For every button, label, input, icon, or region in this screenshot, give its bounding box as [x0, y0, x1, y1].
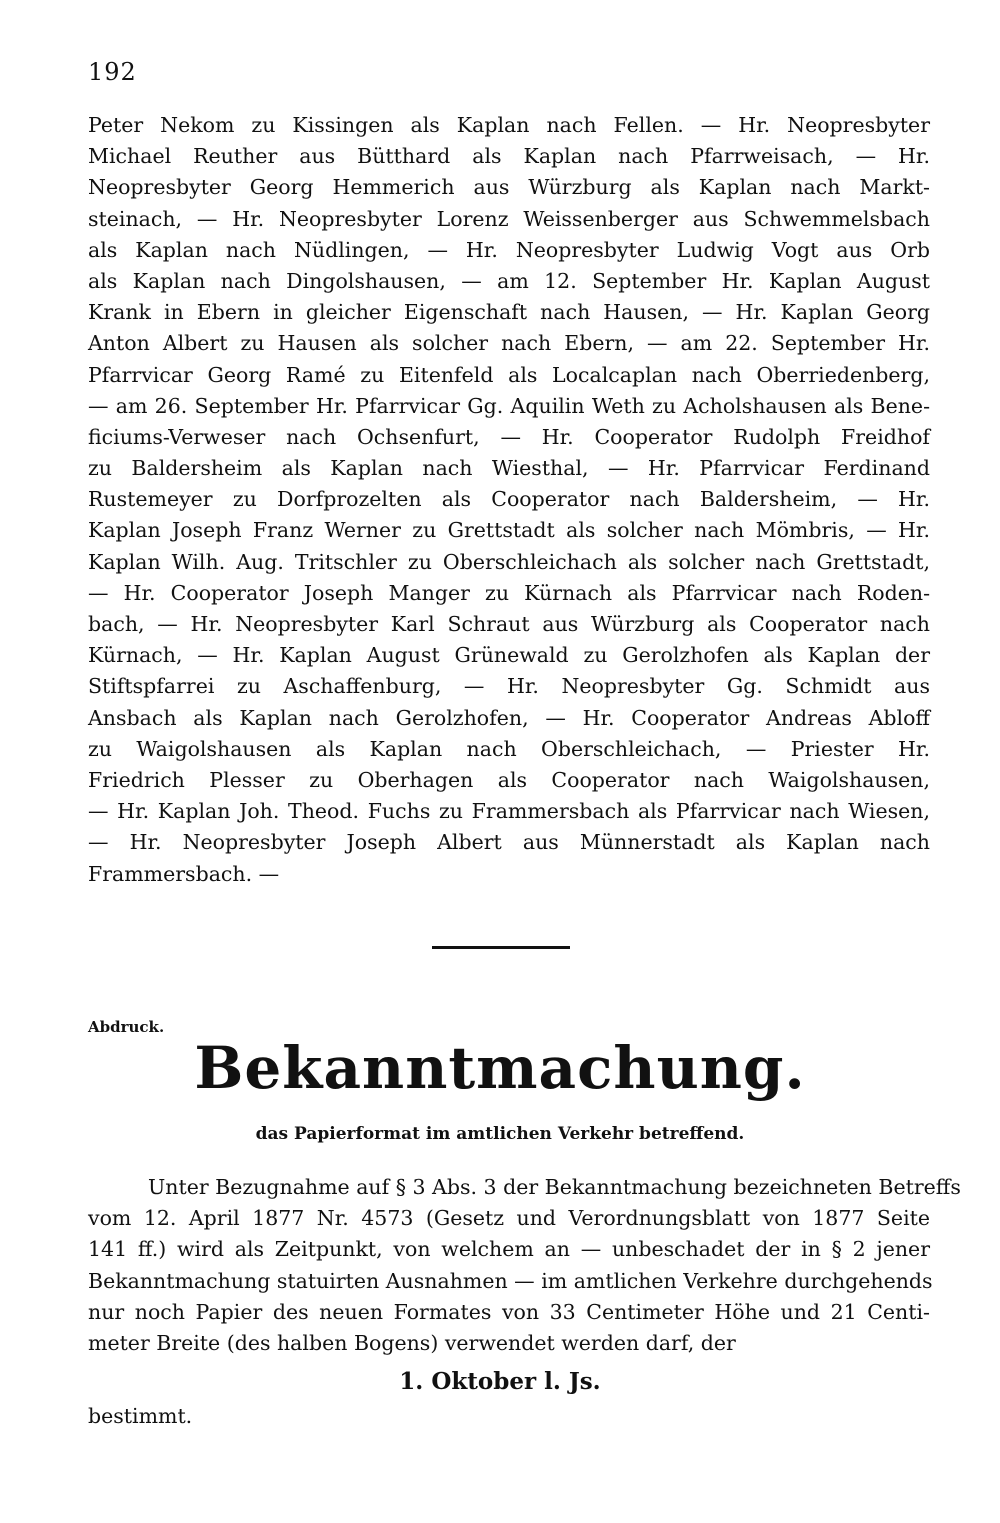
- text-line: Unter Bezugnahme auf § 3 Abs. 3 der Bekanntmachung bezeichneten Betreffs: [148, 1175, 961, 1199]
- text-line: Michael Reuther aus Bütthard als Kaplan nach Pfarrweisach, — Hr.: [88, 144, 930, 169]
- text-line: Kaplan Joseph Franz Werner zu Grettstadt als solcher nach Mömbris, — Hr.: [88, 518, 930, 543]
- closing-word: bestimmt.: [88, 1404, 193, 1428]
- text-line: — Hr. Cooperator Joseph Manger zu Kürnach als Pfarrvicar nach Roden-: [88, 580, 930, 605]
- text-line: meter Breite (des halben Bogens) verwendet werden darf, der: [88, 1330, 736, 1355]
- text-line: vom 12. April 1877 Nr. 4573 (Gesetz und Verordnungsblatt von 1877 Seite: [88, 1206, 930, 1231]
- text-line: Frammersbach. —: [88, 861, 280, 886]
- section-divider: [432, 946, 570, 949]
- text-line: Ansbach als Kaplan nach Gerolzhofen, — Hr. Cooperator Andreas Abloff: [88, 705, 930, 730]
- text-line: — Hr. Kaplan Joh. Theod. Fuchs zu Frammersbach als Pfarrvicar nach Wiesen,: [88, 799, 930, 824]
- text-line: steinach, — Hr. Neopresbyter Lorenz Weissenberger aus Schwemmelsbach: [88, 206, 930, 231]
- text-line: Pfarrvicar Georg Ramé zu Eitenfeld als Localcaplan nach Oberriedenberg,: [88, 362, 930, 387]
- text-line: Peter Nekom zu Kissingen als Kaplan nach Fellen. — Hr. Neopresbyter: [88, 113, 930, 137]
- text-line: — am 26. September Hr. Pfarrvicar Gg. Aquilin Weth zu Acholshausen als Bene-: [88, 393, 930, 418]
- text-line: bach, — Hr. Neopresbyter Karl Schraut aus Würzburg als Cooperator nach: [88, 612, 930, 636]
- appointments-paragraph: [88, 110, 930, 890]
- text-line: — Hr. Neopresbyter Joseph Albert aus Münnerstadt als Kaplan nach: [88, 830, 930, 855]
- text-line: 141 ff.) wird als Zeitpunkt, von welchem an — unbeschadet der in § 2 jener: [88, 1237, 930, 1262]
- text-line: Anton Albert zu Hausen als solcher nach Ebern, — am 22. September Hr.: [88, 331, 930, 356]
- text-line: zu Waigolshausen als Kaplan nach Oberschleichach, — Priester Hr.: [88, 736, 930, 761]
- text-line: zu Baldersheim als Kaplan nach Wiesthal, — Hr. Pfarrvicar Ferdinand: [88, 456, 930, 481]
- text-line: Kürnach, — Hr. Kaplan August Grünewald zu Gerolzhofen als Kaplan der: [88, 643, 930, 668]
- text-line: als Kaplan nach Dingolshausen, — am 12. September Hr. Kaplan August: [88, 268, 930, 293]
- text-line: als Kaplan nach Nüdlingen, — Hr. Neopresbyter Ludwig Vogt aus Orb: [88, 237, 930, 262]
- text-line: Kaplan Wilh. Aug. Tritschler zu Oberschleichach als solcher nach Grettstadt,: [88, 549, 930, 574]
- text-line: Stiftspfarrei zu Aschaffenburg, — Hr. Neopresbyter Gg. Schmidt aus: [88, 674, 930, 699]
- notice-subtitle: das Papierformat im amtlichen Verkehr betreffend.: [255, 1124, 745, 1144]
- text-line: nur noch Papier des neuen Formates von 33 Centimeter Höhe und 21 Centi-: [88, 1299, 930, 1324]
- page-number: 192: [88, 58, 137, 86]
- text-line: Bekanntmachung statuirten Ausnahmen — im amtlichen Verkehre durchgehends: [88, 1268, 933, 1293]
- text-line: ficiums-Verweser nach Ochsenfurt, — Hr. Cooperator Rudolph Freidhof: [88, 424, 930, 449]
- notice-title: Bekanntmachung.: [194, 1034, 806, 1102]
- text-line: Rustemeyer zu Dorfprozelten als Cooperator nach Baldersheim, — Hr.: [88, 487, 930, 512]
- text-line: Krank in Ebern in gleicher Eigenschaft nach Hausen, — Hr. Kaplan Georg: [88, 300, 930, 325]
- text-line: Friedrich Plesser zu Oberhagen als Cooperator nach Waigolshausen,: [88, 767, 930, 792]
- effective-date: 1. Oktober l. Js.: [399, 1368, 601, 1395]
- reprint-label: Abdruck.: [88, 1018, 165, 1036]
- text-line: Neopresbyter Georg Hemmerich aus Würzburg als Kaplan nach Markt-: [88, 175, 930, 200]
- notice-paragraph: [88, 1172, 961, 1359]
